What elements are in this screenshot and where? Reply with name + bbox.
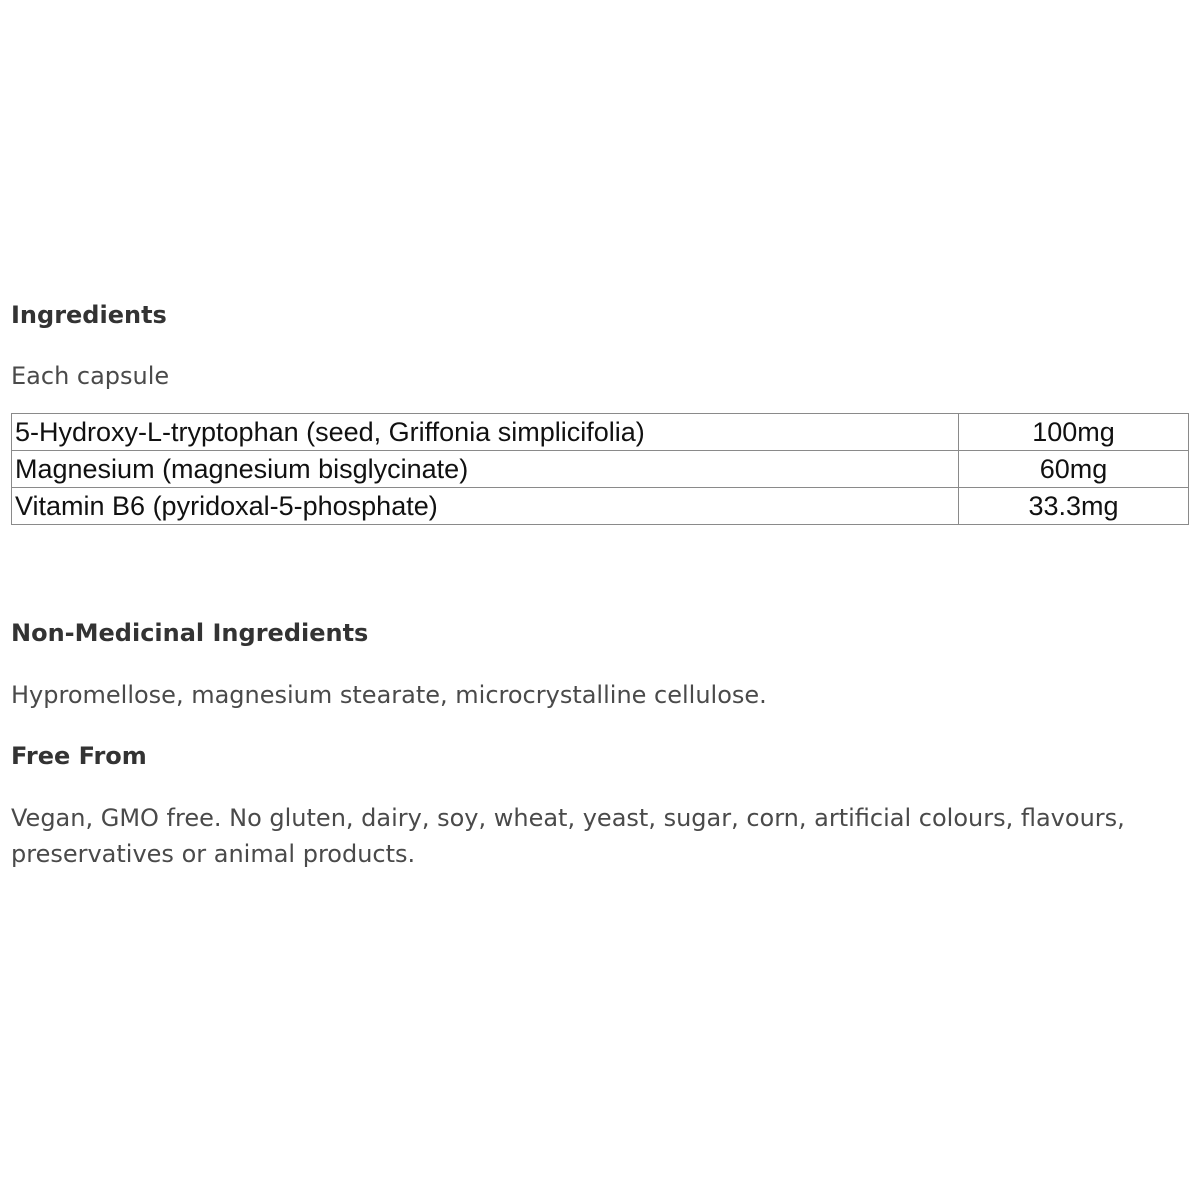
non-medicinal-heading: Non-Medicinal Ingredients: [11, 619, 369, 647]
free-from-heading: Free From: [11, 742, 147, 770]
table-row: [12, 414, 1189, 451]
ingredients-table: [11, 413, 1189, 525]
ingredient-name-cell: Vitamin B6 (pyridoxal-5-phosphate): [12, 488, 959, 525]
free-from-text: Vegan, GMO free. No gluten, dairy, soy, wheat, yeast, sugar, corn, artificial colours, flavours, preservatives or animal products.: [11, 804, 1125, 868]
non-medicinal-text: Hypromellose, magnesium stearate, microcrystalline cellulose.: [11, 681, 767, 709]
ingredient-amount-cell: 60mg: [959, 451, 1189, 488]
table-row: [12, 488, 1189, 525]
each-capsule-label: Each capsule: [11, 362, 170, 390]
ingredient-amount-cell: 33.3mg: [959, 488, 1189, 525]
ingredient-name-cell: Magnesium (magnesium bisglycinate): [12, 451, 959, 488]
table-row: [12, 451, 1189, 488]
ingredients-heading: Ingredients: [11, 301, 167, 329]
ingredient-name-cell: 5-Hydroxy-L-tryptophan (seed, Griffonia simplicifolia): [12, 414, 959, 451]
ingredient-amount-cell: 100mg: [959, 414, 1189, 451]
